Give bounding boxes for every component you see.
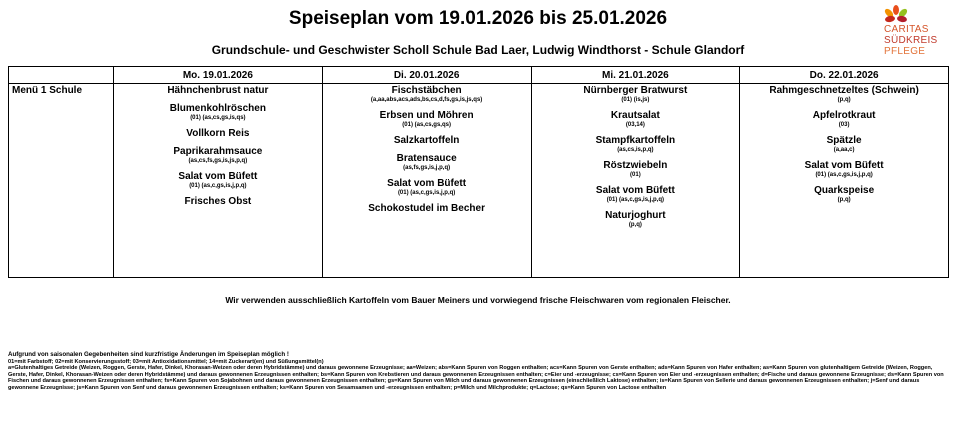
dish-allergens: (01) (as,c,gs,is,j,p,q)	[397, 190, 456, 196]
logo-line-2: SÜDKREIS	[884, 35, 938, 46]
dish-name: Stampfkartoffeln	[595, 135, 676, 146]
corner-cell	[9, 67, 114, 84]
dish	[116, 128, 320, 140]
allergens-legend: a=Glutenhaltiges Getreide (Weizen, Roggen, Gerste, Hafer, Dinkel, Khorasan-Weizen oder deren Hybridstämme) und daraus gewonnene Erzeugnisse; aa=Weizen; abs=Kann Spuren von Roggen enthalten; acs=Kann Spuren von Gerste enthalten; ads=Kann Spuren von Hafer enthalten; as=Kann Spuren von glutenhaltigem Getreide (Weizen, Roggen, Gerste, Hafer, Dinkel, Khorasan-Weizen oder deren Hybridstämme) und daraus gewonnenen Erzeugnissen enthalten; bs=Kann Spuren von Krebstieren und daraus gewonnenen Erzeugnissen enthalten; c=Eier und -erzeugnisse; cs=Kann Spuren von Eier und -erzeugnissen enthalten; d=Fische und daraus gewonnene Erzeugnisse; ds=Kann Spuren von Fischen und daraus gewonnenen Erzeugnissen enthalten; fs=Kann Spuren von Sojabohnen und daraus gewonnenen Erzeugnissen enthalten; gs=Kann Spuren von Milch und daraus gewonnenen Erzeugnissen (einschließlich Laktose) enthalten; is=Kann Spuren von Sellerie und daraus gewonnenen Erzeugnissen enthalten; j=Senf und daraus gewonnene Erzeugnisse; js=Kann Spuren von Senf und daraus gewonnenen Erzeugnissen enthalten; ks=Kann Spuren von Sesamsamen und -erzeugnissen enthalten; p=Milch und Milchprodukte; q=Lactose; qs=Kann Spuren von Lactose enthalten	[8, 365, 944, 391]
dish-allergens: (01) (as,c,gs,is,j,p,q)	[189, 183, 247, 189]
dish-name: Naturjoghurt	[605, 210, 666, 221]
caritas-logo	[864, 4, 950, 64]
dish-allergens: (01) (as,c,gs,is,j,p,q)	[815, 172, 873, 178]
dish	[534, 85, 738, 104]
dish-allergens: (p,q)	[837, 97, 851, 103]
dish-allergens: (01) (as,cs,gs,is,qs)	[190, 115, 246, 121]
day-header: Do. 22.01.2026	[740, 67, 949, 84]
dish-name: Nürnberger Bratwurst	[583, 85, 688, 96]
page-title: Speiseplan vom 19.01.2026 bis 25.01.2026	[288, 8, 668, 29]
dish-allergens: (p,q)	[628, 222, 642, 228]
day-header: Mi. 21.01.2026	[531, 67, 740, 84]
dish	[116, 103, 320, 122]
dish	[325, 178, 529, 197]
dish-allergens: (01) (as,cs,gs,qs)	[402, 122, 451, 128]
dish	[534, 160, 738, 179]
day-header: Di. 20.01.2026	[322, 67, 531, 84]
dish-name: Röstzwiebeln	[603, 160, 668, 171]
dish-allergens: (03,14)	[625, 122, 645, 128]
dish-name: Salat vom Büfett	[178, 171, 258, 182]
dish-allergens: (01)	[630, 172, 641, 178]
dish-allergens: (01) (as,c,gs,is,j,p,q)	[606, 197, 665, 203]
additives-legend: 01=mit Farbstoff; 02=mit Konservierungsstoff; 03=mit Antioxidationsmittel; 14=mit Zuckerart(en) und Süßungsmittel(n)	[8, 358, 324, 365]
dish	[742, 85, 946, 104]
dish	[116, 85, 320, 97]
menu-row	[9, 84, 949, 278]
dish	[325, 85, 529, 104]
logo-line-1: CARITAS	[884, 24, 929, 35]
day-cell	[531, 84, 740, 278]
footnote-heading: Aufgrund von saisonalen Gegebenheiten sind kurzfristige Änderungen im Speiseplan möglich !	[8, 351, 289, 358]
dish	[742, 135, 946, 154]
dish	[325, 135, 529, 147]
dish-name: Spätzle	[826, 135, 862, 146]
dish-allergens: (03)	[838, 122, 850, 128]
dish-name: Paprikarahmsauce	[173, 146, 263, 157]
menu-row-label: Menü 1 Schule	[9, 84, 114, 278]
dish-allergens: (a,aa,c)	[833, 147, 855, 153]
school-subtitle: Grundschule- und Geschwister Scholl Schule Bad Laer, Ludwig Windthorst - Schule Glandorf	[211, 43, 745, 57]
potato-notice: Wir verwenden ausschließlich Kartoffeln vom Bauer Meiners und vorwiegend frische Fleischwaren vom regionalen Fleischer.	[225, 295, 731, 305]
dish	[534, 185, 738, 204]
dish	[325, 110, 529, 129]
dish-name: Salat vom Büfett	[387, 178, 467, 189]
dish	[116, 171, 320, 190]
dish-name: Vollkorn Reis	[186, 128, 250, 139]
menu-table	[8, 66, 949, 278]
dish	[116, 146, 320, 165]
dish	[534, 135, 738, 154]
dish-allergens: (as,cs,fs,gs,is,js,p,q)	[188, 158, 248, 164]
dish-name: Krautsalat	[610, 110, 660, 121]
dish	[534, 210, 738, 229]
dish-allergens: (p,q)	[837, 197, 851, 203]
dish	[742, 110, 946, 129]
day-cell	[114, 84, 323, 278]
menu-header-row	[9, 67, 949, 84]
dish-allergens: (as,fs,gs,is,j,p,q)	[403, 165, 451, 171]
day-header: Mo. 19.01.2026	[114, 67, 323, 84]
dish-name: Blumenkohlröschen	[169, 103, 266, 114]
dish-name: Quarkspeise	[814, 185, 875, 196]
footnote	[8, 352, 948, 392]
logo-line-3: PFLEGE	[884, 46, 926, 57]
dish-name: Salat vom Büfett	[804, 160, 884, 171]
dish-name: Hähnchenbrust natur	[167, 85, 269, 96]
dish	[742, 160, 946, 179]
dish	[742, 185, 946, 204]
dish-name: Bratensauce	[396, 153, 457, 164]
flower-icon	[882, 4, 910, 26]
dish	[325, 153, 529, 172]
dish-allergens: (01) (is,js)	[621, 97, 650, 103]
dish-allergens: (as,cs,is,p,q)	[617, 147, 654, 153]
dish-name: Salzkartoffeln	[393, 135, 460, 146]
dish-name: Rahmgeschnetzeltes (Schwein)	[769, 85, 919, 96]
dish-name: Erbsen und Möhren	[379, 110, 474, 121]
dish-allergens: (a,aa,abs,acs,ads,bs,cs,d,fs,gs,is,js,qs)	[370, 97, 483, 103]
day-cell	[322, 84, 531, 278]
dish	[534, 110, 738, 129]
dish-name: Fischstäbchen	[391, 85, 462, 96]
dish-name: Schokostudel im Becher	[368, 203, 485, 214]
dish	[116, 196, 320, 208]
day-cell	[740, 84, 949, 278]
dish-name: Salat vom Büfett	[595, 185, 675, 196]
dish-name: Frisches Obst	[184, 196, 252, 207]
dish	[325, 203, 529, 215]
dish-name: Apfelrotkraut	[812, 110, 876, 121]
